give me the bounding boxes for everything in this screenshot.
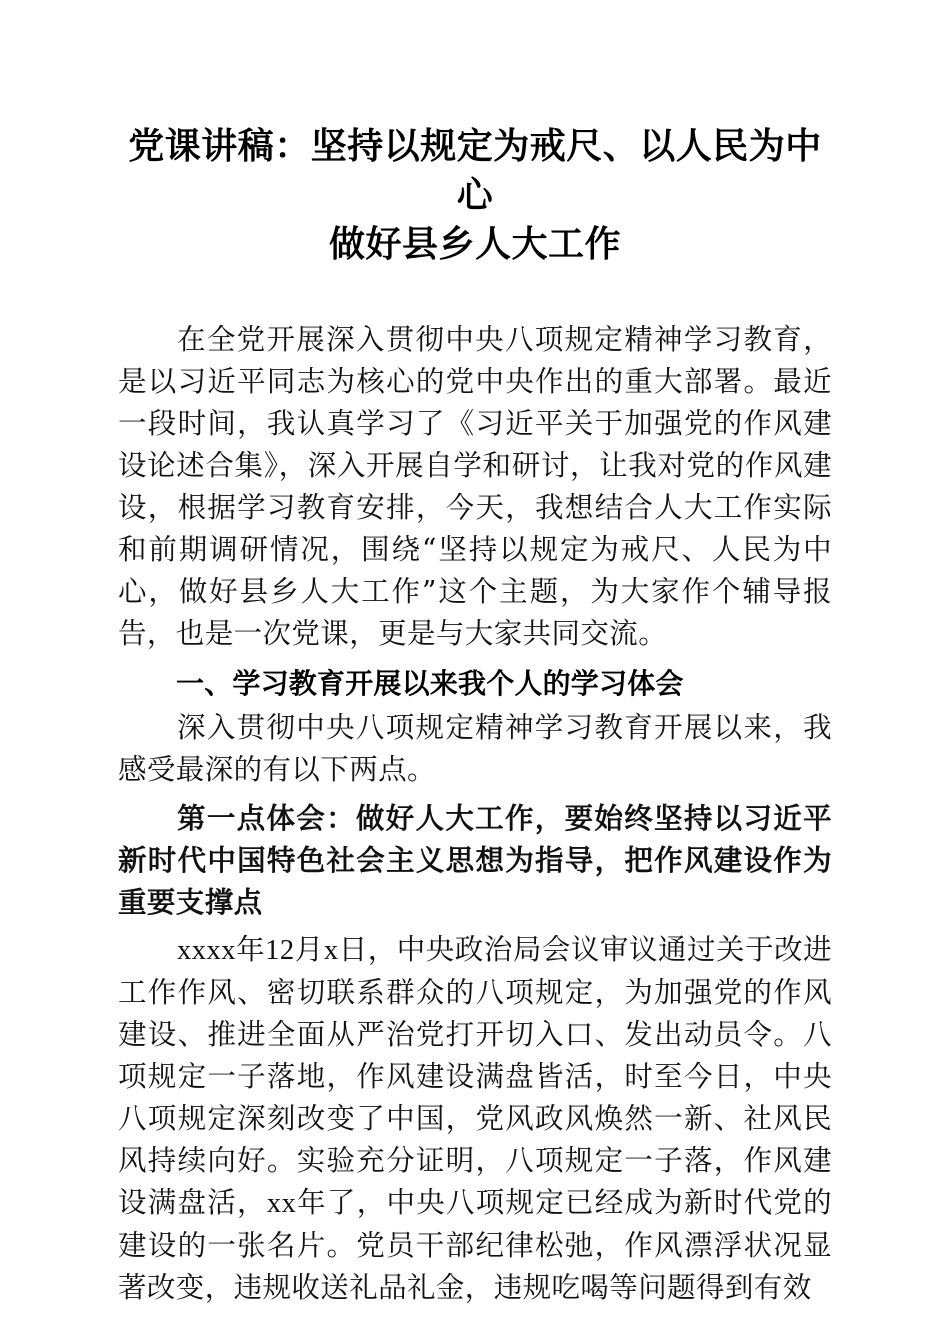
body-paragraph-3-emphasis: 第一点体会：做好人大工作，要始终坚持以习近平新时代中国特色社会主义思想为指导，把作风建设作为重要支撑点 — [118, 801, 832, 919]
body-paragraph-4: xxxx年12月x日，中央政治局会议审议通过关于改进工作作风、密切联系群众的八项规定，为加强党的作风建设、推进全面从严治党打开切入口、发出动员令。八项规定一子落地，作风建设满盘皆活，时至今日，中央八项规定深刻改变了中国，党风政风焕然一新、社风民风持续向好。实验充分证明，八项规定一子落，作风建设满盘活，xx年了，中央八项规定已经成为新时代党的建设的一张名片。党员干部纪律松弛，作风漂浮状况显著改变，违规收送礼品礼金，违规吃喝等问题得到有效 — [118, 933, 832, 1304]
body-paragraph-1: 在全党开展深入贯彻中央八项规定精神学习教育，是以习近平同志为核心的党中央作出的重大部署。最近一段时间，我认真学习了《习近平关于加强党的作风建设论述合集》，深入开展自学和研讨，让我对党的作风建设，根据学习教育安排，今天，我想结合人大工作实际和前期调研情况，围绕“坚持以规定为戒尺、人民为中心，做好县乡人大工作”这个主题，为大家作个辅导报告，也是一次党课，更是与大家共同交流。 — [118, 323, 832, 650]
body-paragraph-2: 深入贯彻中央八项规定精神学习教育开展以来，我感受最深的有以下两点。 — [118, 711, 832, 786]
document-title-line-1: 党课讲稿：坚持以规定为戒尺、以人民为中心 — [128, 126, 822, 215]
latin-run: x — [323, 935, 339, 966]
latin-run: xxxx — [177, 935, 236, 966]
latin-run: 12 — [265, 935, 295, 966]
section-heading-1: 一、学习教育开展以来我个人的学习体会 — [176, 668, 684, 699]
document-title — [118, 0, 832, 269]
document-content — [118, 0, 832, 1309]
document-title-line-2: 做好县乡人大工作 — [328, 224, 621, 264]
latin-run: xx — [266, 1188, 297, 1219]
